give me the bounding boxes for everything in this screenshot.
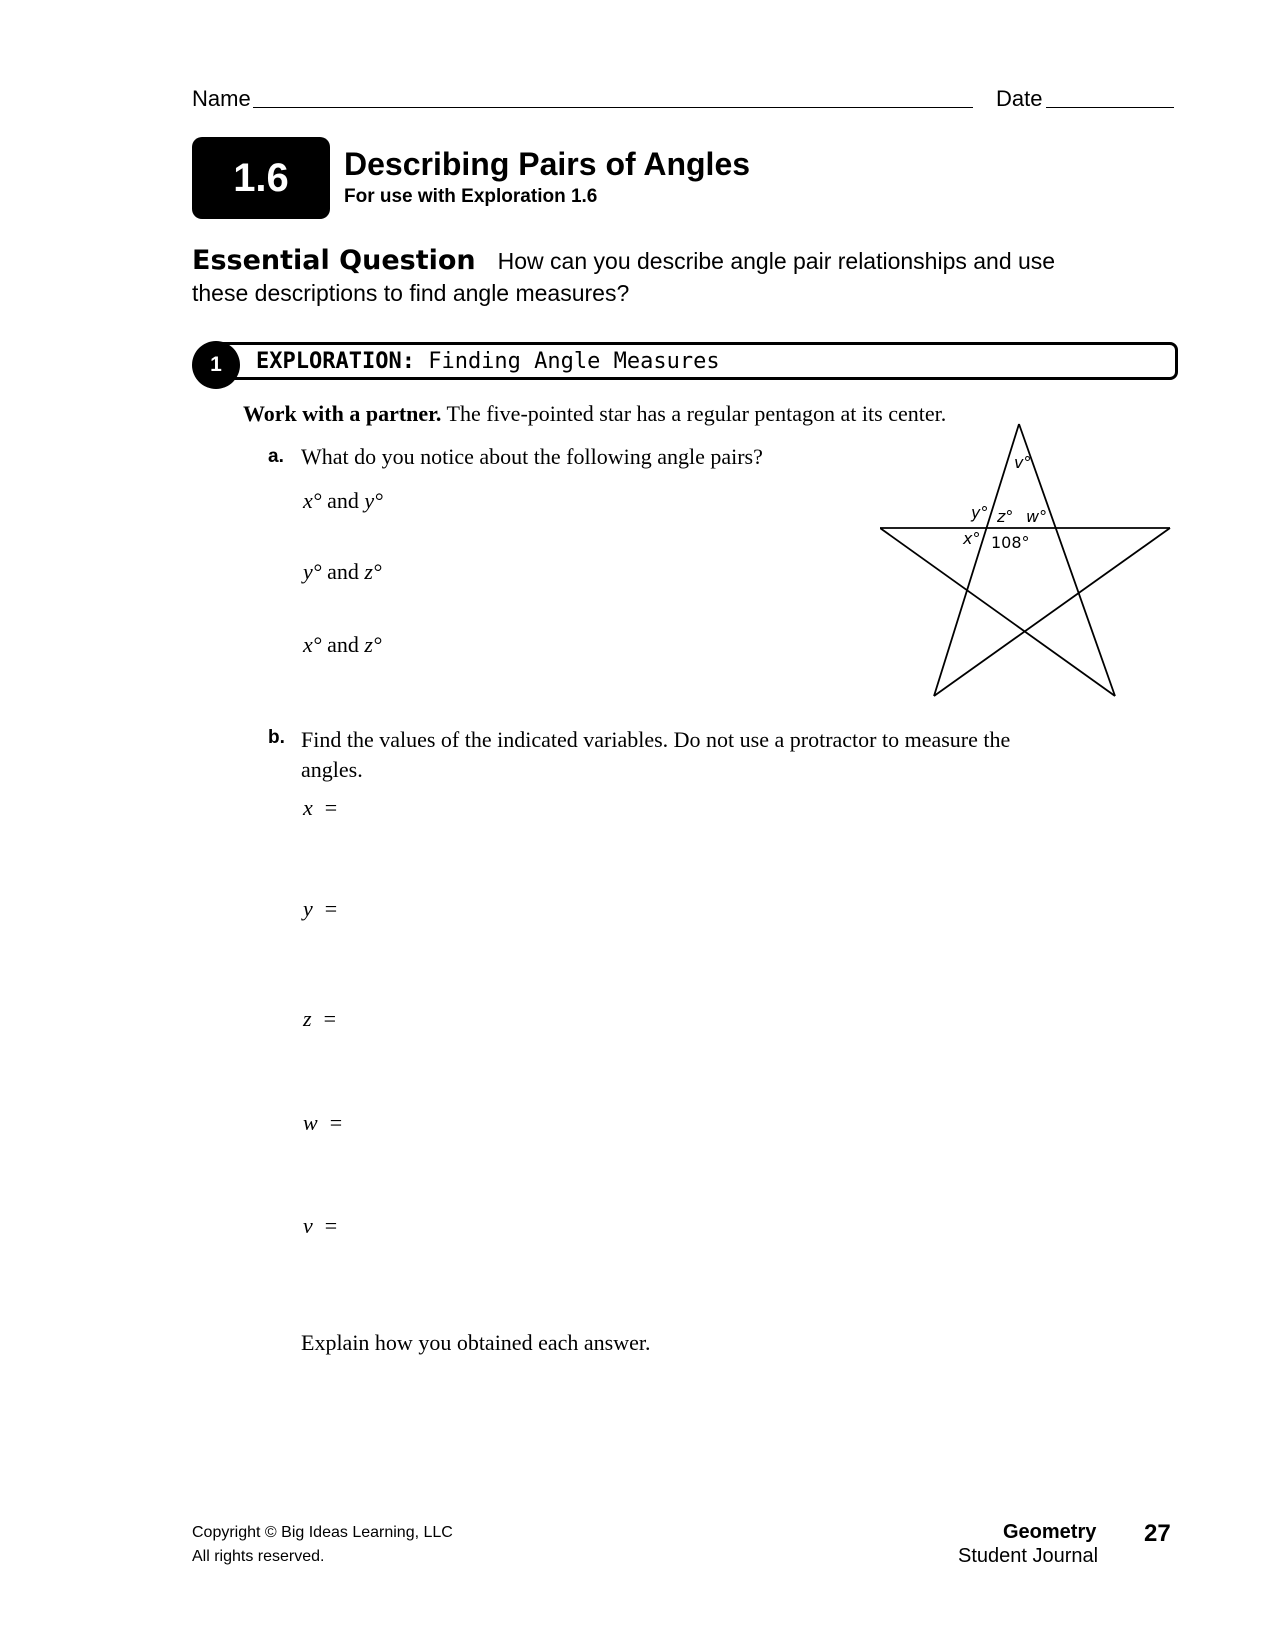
label-v: v° — [1014, 453, 1032, 472]
part-a-question: What do you notice about the following angle pairs? — [301, 444, 763, 469]
intro-bold: Work with a partner. — [243, 401, 442, 426]
exploration-intro — [243, 401, 946, 427]
equals-sign: = — [324, 896, 338, 921]
explain-prompt: Explain how you obtained each answer. — [301, 1330, 651, 1355]
exploration-number: 1 — [192, 341, 240, 389]
label-108: 108° — [991, 533, 1030, 552]
name-label: Name — [192, 86, 251, 111]
pair-second: z° — [364, 632, 382, 657]
variable-answer — [303, 1006, 336, 1032]
part-b-label: b. — [268, 727, 285, 748]
label-w: w° — [1026, 507, 1048, 526]
label-x: x° — [963, 529, 981, 548]
pair-conj: and — [327, 559, 359, 584]
variable-name: y — [303, 896, 313, 921]
equals-sign: = — [324, 1213, 338, 1238]
exploration-label: EXPLORATION: — [256, 349, 415, 374]
star-edge — [934, 528, 1170, 696]
page-number: 27 — [1144, 1520, 1171, 1547]
date-field — [996, 86, 1174, 112]
lesson-subtitle: For use with Exploration 1.6 — [344, 186, 598, 207]
variable-name: x — [303, 795, 313, 820]
pair-second: z° — [364, 559, 382, 584]
variable-name: w — [303, 1110, 318, 1135]
pair-conj: and — [327, 488, 359, 513]
angle-pair — [303, 488, 383, 514]
pair-second: y° — [364, 488, 383, 513]
variable-answer — [303, 1213, 337, 1239]
angle-pair — [303, 559, 382, 585]
part-b-question: Find the values of the indicated variables. Do not use a protractor to measure the angles. — [301, 727, 1011, 782]
equals-sign: = — [323, 1006, 336, 1031]
book-title: Geometry — [1003, 1521, 1097, 1543]
exploration-heading — [256, 349, 720, 374]
star-edge — [880, 528, 1115, 696]
exploration-title: Finding Angle Measures — [428, 349, 720, 374]
book-subtitle: Student Journal — [958, 1545, 1099, 1567]
variable-answer — [303, 896, 337, 922]
pair-first: y° — [303, 559, 322, 584]
date-label: Date — [996, 86, 1043, 111]
lesson-title: Describing Pairs of Angles — [344, 146, 751, 182]
variable-name: z — [303, 1006, 312, 1031]
name-field — [192, 86, 973, 112]
part-a-label: a. — [268, 446, 284, 467]
angle-pair — [303, 632, 382, 658]
pair-first: x° — [303, 632, 322, 657]
star-edge — [1019, 424, 1115, 696]
star-edge — [934, 424, 1019, 696]
variable-answer — [303, 795, 337, 821]
intro-text: The five-pointed star has a regular pentagon at its center. — [446, 401, 947, 426]
pair-conj: and — [327, 632, 359, 657]
essential-question — [192, 245, 1092, 309]
label-y: y° — [971, 503, 989, 522]
equals-sign: = — [329, 1110, 343, 1135]
name-blank[interactable] — [253, 87, 973, 108]
copyright-line-1: Copyright © Big Ideas Learning, LLC — [192, 1524, 453, 1541]
essential-question-label: Essential Question — [192, 245, 476, 276]
variable-name: v — [303, 1213, 313, 1238]
variable-answer — [303, 1110, 342, 1136]
star-figure — [880, 420, 1180, 705]
copyright-line-2: All rights reserved. — [192, 1548, 325, 1565]
pair-first: x° — [303, 488, 322, 513]
label-z: z° — [997, 507, 1014, 526]
equals-sign: = — [324, 795, 338, 820]
lesson-number-badge: 1.6 — [192, 137, 330, 219]
essential-question-text: How can you describe angle pair relationships and use these descriptions to find angle measures? — [192, 248, 1056, 306]
date-blank[interactable] — [1046, 87, 1174, 108]
